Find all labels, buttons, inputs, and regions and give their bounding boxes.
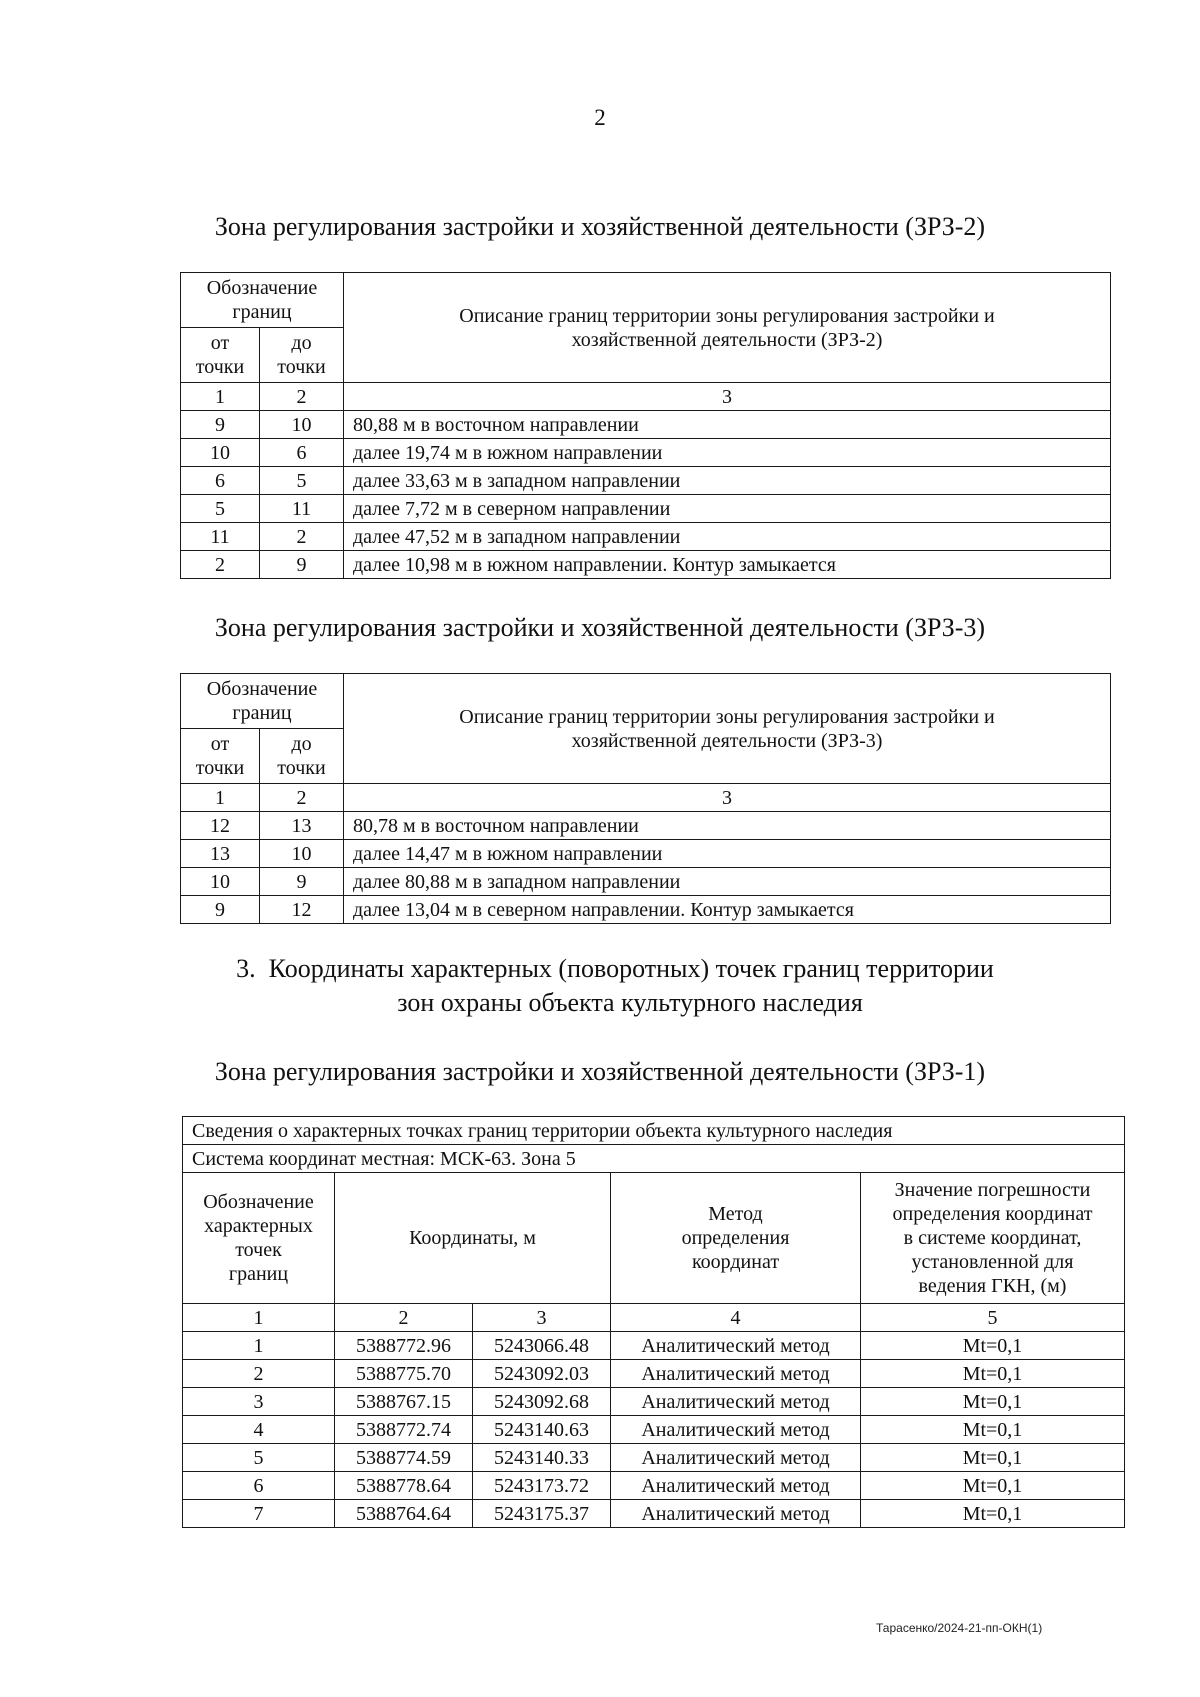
designation-header: Обозначение границ bbox=[181, 674, 344, 729]
coordinates-header: Координаты, м bbox=[335, 1173, 611, 1304]
info-row: Сведения о характерных точках границ территории объекта культурного наследия bbox=[183, 1117, 1125, 1145]
coordinate-system-row: Система координат местная: МСК-63. Зона 5 bbox=[183, 1145, 1125, 1173]
error-header: Значение погрешности определения координат в системе координат, установленной для ведения ГКН, (м) bbox=[861, 1173, 1125, 1304]
from-point-header: от точки bbox=[181, 328, 260, 383]
table-row: 3 5388767.15 5243092.68 Аналитический метод Mt=0,1 bbox=[183, 1388, 1125, 1416]
to-point-header: до точки bbox=[260, 729, 344, 784]
zrz1-coordinates-table bbox=[182, 1116, 1125, 1528]
table-row: 10 6 далее 19,74 м в южном направлении bbox=[181, 439, 1111, 467]
zrz1-heading: Зона регулирования застройки и хозяйственной деятельности (ЗРЗ-1) bbox=[214, 1057, 986, 1086]
designation-header: Обозначение границ bbox=[181, 273, 344, 328]
table-row: 2 5388775.70 5243092.03 Аналитический метод Mt=0,1 bbox=[183, 1360, 1125, 1388]
table-row: 1 5388772.96 5243066.48 Аналитический метод Mt=0,1 bbox=[183, 1332, 1125, 1360]
document-footer: Тарасенко/2024-21-пп-ОКН(1) bbox=[876, 1621, 1043, 1635]
table-row: 6 5 далее 33,63 м в западном направлении bbox=[181, 467, 1111, 495]
table-row: 2 9 далее 10,98 м в южном направлении. Контур замыкается bbox=[181, 551, 1111, 579]
point-designation-header: Обозначение характерных точек границ bbox=[183, 1173, 335, 1304]
column-number-row: 1 2 3 4 5 bbox=[183, 1304, 1125, 1332]
column-number-row: 1 2 3 bbox=[181, 383, 1111, 411]
table-row: 10 9 далее 80,88 м в западном направлении bbox=[181, 868, 1111, 896]
table-row: 5 11 далее 7,72 м в северном направлении bbox=[181, 495, 1111, 523]
table-row: 5 5388774.59 5243140.33 Аналитический метод Mt=0,1 bbox=[183, 1444, 1125, 1472]
zrz3-table bbox=[180, 673, 1111, 924]
table-row: 7 5388764.64 5243175.37 Аналитический метод Mt=0,1 bbox=[183, 1500, 1125, 1528]
description-header: Описание границ территории зоны регулирования застройки и хозяйственной деятельности (ЗРЗ-2) bbox=[344, 273, 1111, 383]
table-row: 11 2 далее 47,52 м в западном направлении bbox=[181, 523, 1111, 551]
column-number-row: 1 2 3 bbox=[181, 784, 1111, 812]
table-row: 9 10 80,88 м в восточном направлении bbox=[181, 411, 1111, 439]
from-point-header: от точки bbox=[181, 729, 260, 784]
table-row: 6 5388778.64 5243173.72 Аналитический метод Mt=0,1 bbox=[183, 1472, 1125, 1500]
method-header: Метод определения координат bbox=[611, 1173, 861, 1304]
table-row: 4 5388772.74 5243140.63 Аналитический метод Mt=0,1 bbox=[183, 1416, 1125, 1444]
table-row: 9 12 далее 13,04 м в северном направлении. Контур замыкается bbox=[181, 896, 1111, 924]
page-number: 2 bbox=[594, 105, 606, 130]
zrz2-table bbox=[180, 272, 1111, 579]
section-3-heading: 3. Координаты характерных (поворотных) точек границ территории зон охраны объекта культурного наследия bbox=[236, 954, 994, 1017]
description-header: Описание границ территории зоны регулирования застройки и хозяйственной деятельности (ЗРЗ-3) bbox=[344, 674, 1111, 784]
zrz2-heading: Зона регулирования застройки и хозяйственной деятельности (ЗРЗ-2) bbox=[214, 212, 986, 241]
table-row: 13 10 далее 14,47 м в южном направлении bbox=[181, 840, 1111, 868]
table-row: 12 13 80,78 м в восточном направлении bbox=[181, 812, 1111, 840]
zrz3-heading: Зона регулирования застройки и хозяйственной деятельности (ЗРЗ-3) bbox=[214, 613, 986, 642]
to-point-header: до точки bbox=[260, 328, 344, 383]
